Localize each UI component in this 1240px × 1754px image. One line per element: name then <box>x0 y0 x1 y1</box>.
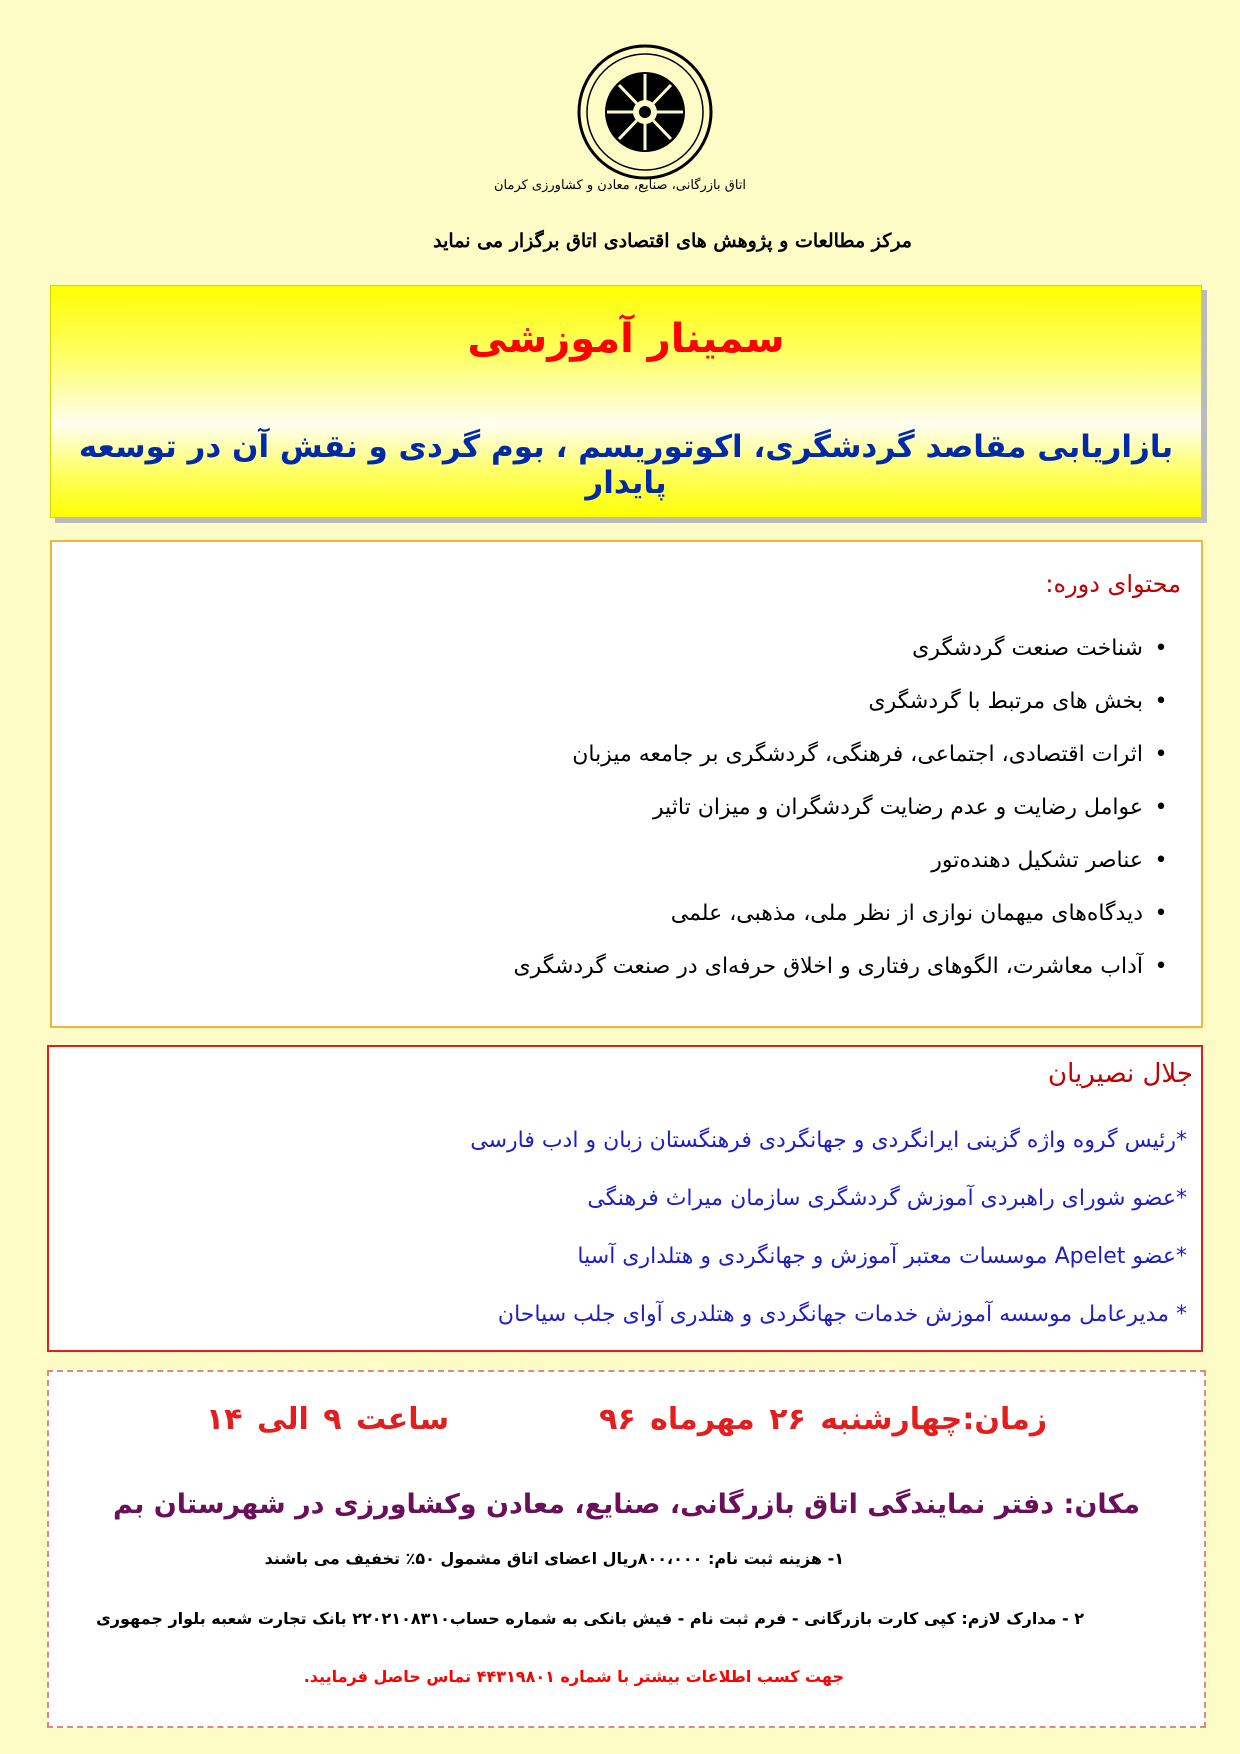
seminar-subtitle: بازاریابی مقاصد گردشگری، اکوتوریسم ، بوم گردی و نقش آن در توسعه پایدار <box>78 429 1174 501</box>
contact-info: جهت کسب اطلاعات بیشتر با شماره ۴۴۳۱۹۸۰۱ تماس حاصل فرمایید. <box>303 1667 844 1686</box>
event-date: زمان:چهارشنبه ۲۶ مهرماه ۹۶ <box>599 1402 1048 1437</box>
title-banner <box>50 285 1202 518</box>
bullet-icon: • <box>1154 636 1168 661</box>
list-item: * مدیرعامل موسسه آموزش خدمات جهانگردی و هتلدری آوای جلب سیاحان <box>497 1302 1187 1327</box>
required-documents: ۲ - مدارک لازم: کپی کارت بازرگانی - فرم ثبت نام - فیش بانکی به شماره حساب۲۲۰۲۱۰۸۳۱۰ بانک تجارت شعبه بلوار جمهوری <box>96 1609 1084 1628</box>
course-content-box <box>50 540 1203 1028</box>
event-hours: ساعت ۹ الی ۱۴ <box>205 1402 450 1437</box>
list-item: *عضو شورای راهبردی آموزش گردشگری سازمان میراث فرهنگی <box>587 1186 1187 1211</box>
list-item: •آداب معاشرت، الگوهای رفتاری و اخلاق حرفه‌ای در صنعت گردشگری <box>79 940 1179 993</box>
bullet-icon: • <box>1154 901 1168 926</box>
list-item: *رئیس گروه واژه گزینی ایرانگردی و جهانگردی فرهنگستان زبان و ادب فارسی <box>470 1128 1187 1153</box>
event-info-box <box>47 1370 1206 1728</box>
list-item: •اثرات اقتصادی، اجتماعی، فرهنگی، گردشگری بر جامعه میزبان <box>79 728 1179 781</box>
registration-fee: ۱- هزینه ثبت نام: ۸۰۰،۰۰۰ریال اعضای اتاق مشمول ۵۰٪ تخفیف می باشند <box>264 1549 844 1568</box>
bullet-icon: • <box>1154 795 1168 820</box>
bullet-icon: • <box>1154 742 1168 767</box>
list-item: *عضو Apelet موسسات معتبر آموزش و جهانگردی و هتلداری آسیا <box>577 1244 1187 1269</box>
seminar-title: سمینار آموزشی <box>467 316 785 362</box>
list-item: •عوامل رضایت و عدم رضایت گردشگران و میزان تاثیر <box>79 781 1179 834</box>
list-item: •دیدگاه‌های میهمان نوازی از نظر ملی، مذهبی، علمی <box>79 887 1179 940</box>
organizer-line: مرکز مطالعات و پژوهش های اقتصادی اتاق برگزار می نماید <box>433 230 912 252</box>
event-place: مکان: دفتر نمایندگی اتاق بازرگانی، صنایع، معادن وکشاورزی در شهرستان بم <box>113 1489 1140 1520</box>
list-item: •بخش های مرتبط با گردشگری <box>79 675 1179 728</box>
bullet-icon: • <box>1154 848 1168 873</box>
logo-caption: اتاق بازرگانی، صنایع، معادن و کشاورزی کرمان <box>493 178 747 193</box>
list-item: •شناخت صنعت گردشگری <box>79 622 1179 675</box>
speaker-box <box>47 1045 1203 1352</box>
course-content-heading: محتوای دوره: <box>1045 570 1181 598</box>
bullet-icon: • <box>1154 689 1168 714</box>
speaker-name: جلال نصیریان <box>1048 1059 1193 1089</box>
list-item: •عناصر تشکیل دهنده‌تور <box>79 834 1179 887</box>
course-content-list <box>79 622 1179 993</box>
time-line <box>49 1402 1204 1437</box>
bullet-icon: • <box>1154 954 1168 979</box>
chamber-logo-icon <box>575 42 715 182</box>
speaker-roles-list <box>67 1112 1187 1344</box>
